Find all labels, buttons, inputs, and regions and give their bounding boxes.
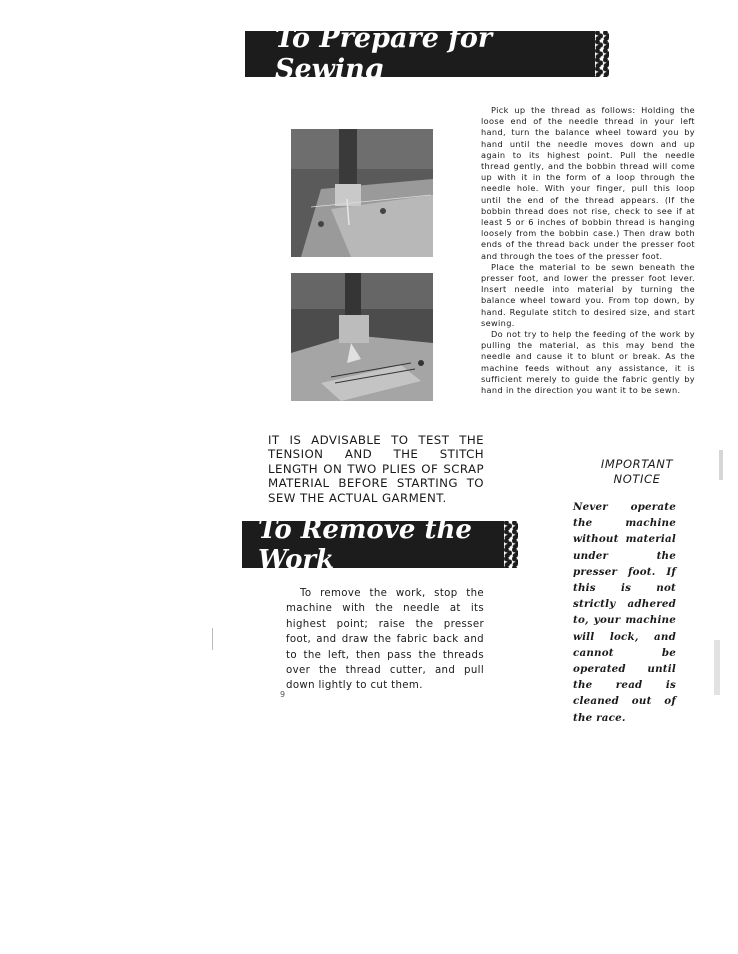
prepare-paragraph-2: Place the material to be sewn beneath the presser foot, and lower the presser foot lever. Insert needle into material by turning the balance wheel toward you. From top down, by hand. Regulate stitch to desired size, and start sewing. <box>481 261 695 328</box>
remove-heading: To Remove the Work <box>258 514 472 575</box>
presser-foot-photo <box>291 129 433 257</box>
scan-mark <box>212 628 213 650</box>
notice-title-line-1: IMPORTANT <box>600 457 674 471</box>
remove-heading-banner <box>242 514 504 575</box>
prepare-heading-banner <box>245 23 595 85</box>
needle-plate-photo <box>291 273 433 401</box>
advisable-note: IT IS ADVISABLE TO TEST THE TENSION AND THE STITCH LENGTH ON TWO PLIES OF SCRAP MATERIAL BEFORE STARTING TO SEW THE ACTUAL GARMENT. <box>268 433 484 505</box>
prepare-instructions <box>481 105 695 396</box>
scan-mark <box>714 640 720 695</box>
scan-mark <box>719 450 723 480</box>
prepare-heading: To Prepare for Sewing <box>275 23 493 85</box>
remove-paragraph: To remove the work, stop the machine with the needle at its highest point; raise the presser foot, and draw the fabric back and to the left, then pass the threads over the thread cutter, and pull down lightly to cut them. <box>286 588 484 692</box>
page-number: 9 <box>280 690 286 699</box>
remove-instructions <box>286 586 484 694</box>
important-notice-title <box>572 457 702 486</box>
prepare-paragraph-3: Do not try to help the feeding of the work by pulling the material, as this may bend the needle and cause it to blunt or break. As the machine feeds without any assistance, it is sufficient merely to guide the fabric gently by hand in the direction you want it to be sewn. <box>481 329 695 396</box>
prepare-paragraph-1: Pick up the thread as follows: Holding the loose end of the needle thread in your left hand, turn the balance wheel toward you by hand until the needle moves down and up again to its highest point. Pull the needle thread gently, and the bobbin thread will come up with it in the form of a loop through the needle hole. With your finger, pull this loop until the end of the thread appears. (If the bobbin thread does not rise, check to see if at least 5 or 6 inches of bobbin thread is hanging loosely from the bobbin case.) Then draw both ends of the thread back under the presser foot and through the toes of the presser foot. <box>481 105 695 261</box>
important-notice-body: Never operate the machine without material under the presser foot. If this is not strictly adhered to, your machine will lock, and cannot be operated until the read is cleaned out of the race. <box>573 501 676 724</box>
notice-title-line-2: NOTICE <box>613 471 661 486</box>
